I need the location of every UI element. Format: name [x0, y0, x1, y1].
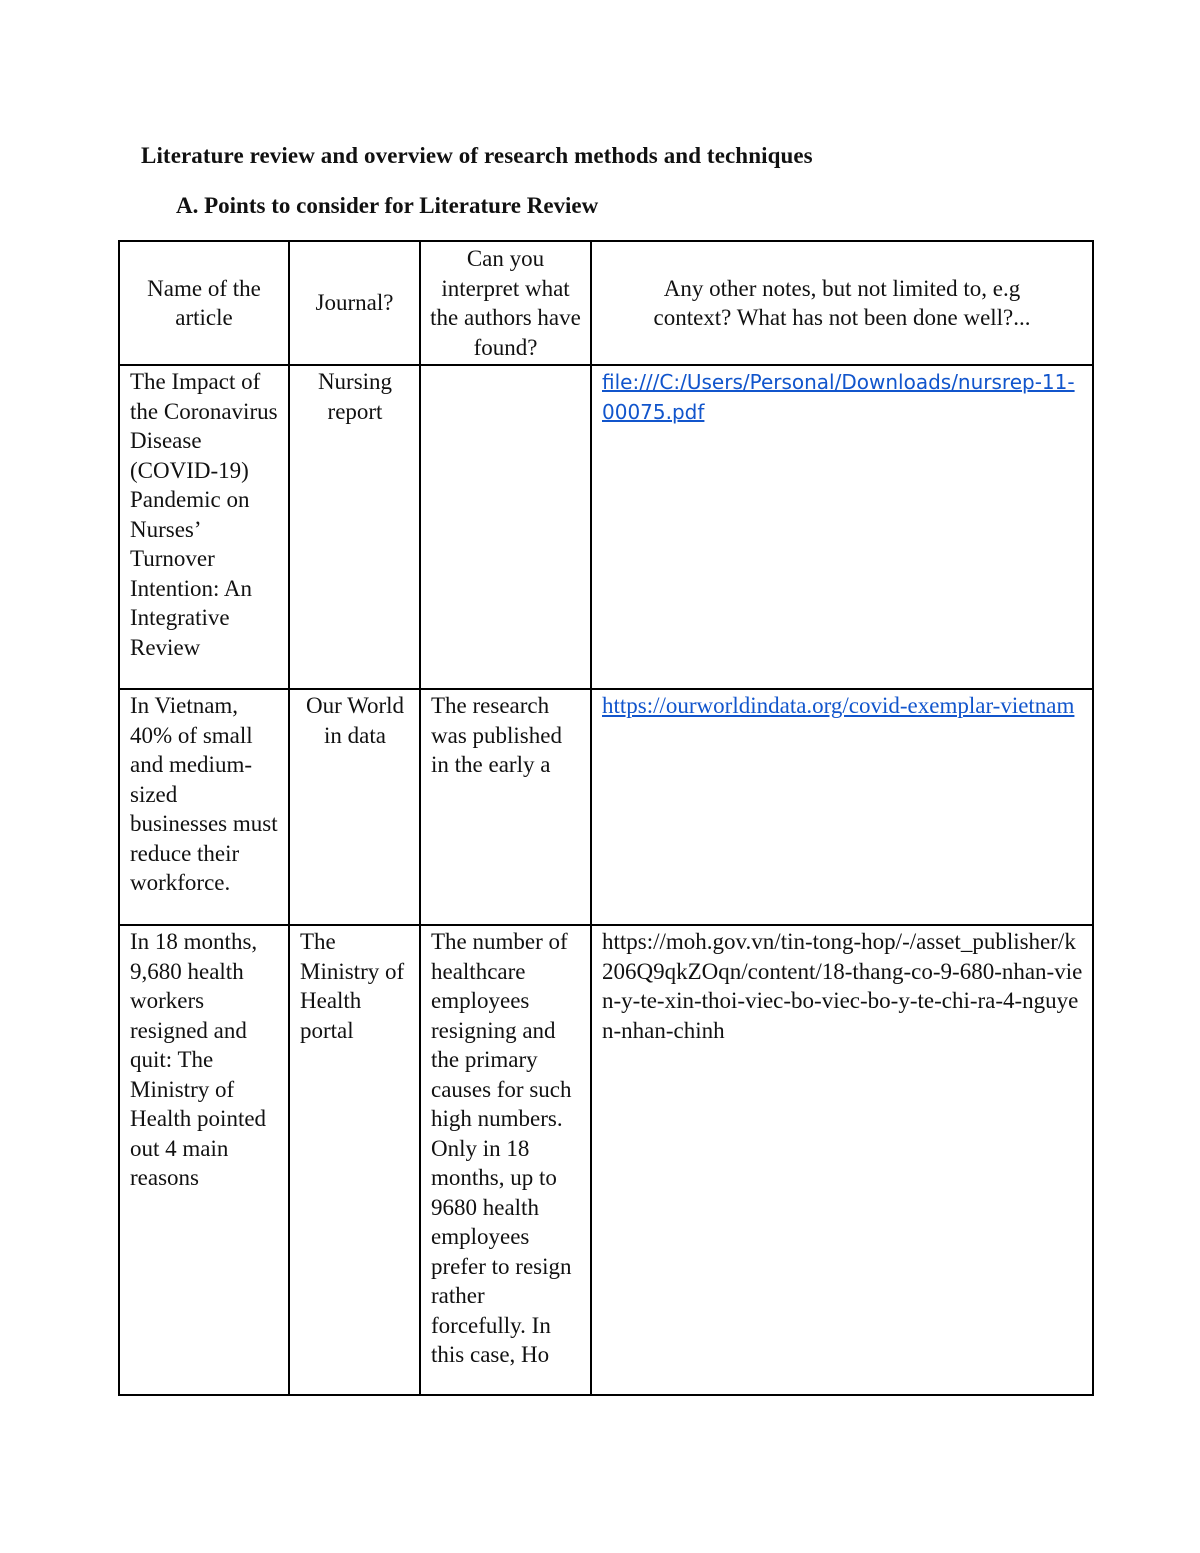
- notes-link[interactable]: https://ourworldindata.org/covid-exemplar-vietnam: [602, 693, 1075, 718]
- table-row: [119, 689, 1093, 925]
- cell-interpretation: [420, 365, 591, 689]
- cell-interpretation: The research was published in the early a: [420, 689, 591, 925]
- header-article-name: Name of the article: [119, 241, 289, 365]
- header-journal: Journal?: [289, 241, 420, 365]
- cell-notes: [591, 925, 1093, 1395]
- header-interpretation: Can you interpret what the authors have found?: [420, 241, 591, 365]
- section-heading: A. Points to consider for Literature Review: [176, 193, 599, 218]
- table-row: [119, 925, 1093, 1395]
- cell-notes: [591, 365, 1093, 689]
- cell-article-name: In Vietnam, 40% of small and medium-sized businesses must reduce their workforce.: [119, 689, 289, 925]
- table-row: [119, 365, 1093, 689]
- notes-link[interactable]: file:///C:/Users/Personal/Downloads/nursrep-11-00075.pdf: [602, 370, 1075, 424]
- literature-review-table: [118, 240, 1094, 1396]
- notes-url-text: https://moh.gov.vn/tin-tong-hop/-/asset_publisher/k206Q9qkZOqn/content/18-thang-co-9-680-nhan-vien-y-te-xin-thoi-viec-bo-viec-bo-y-te-chi-ra-4-nguyen-nhan-chinh: [602, 929, 1083, 1043]
- cell-article-name: The Impact of the Coronavirus Disease (COVID-19) Pandemic on Nurses’ Turnover Intention: An Integrative Review: [119, 365, 289, 689]
- table-header-row: [119, 241, 1093, 365]
- cell-journal: Nursing report: [289, 365, 420, 689]
- header-notes: Any other notes, but not limited to, e.g context? What has not been done well?...: [591, 241, 1093, 365]
- cell-journal: Our World in data: [289, 689, 420, 925]
- document-title: Literature review and overview of research methods and techniques: [141, 143, 813, 168]
- cell-journal: The Ministry of Health portal: [289, 925, 420, 1395]
- cell-article-name: In 18 months, 9,680 health workers resigned and quit: The Ministry of Health pointed out 4 main reasons: [119, 925, 289, 1395]
- cell-notes: [591, 689, 1093, 925]
- cell-interpretation: The number of healthcare employees resigning and the primary causes for such high numbers. Only in 18 months, up to 9680 health employees prefer to resign rather forcefully. In this case, Ho: [420, 925, 591, 1395]
